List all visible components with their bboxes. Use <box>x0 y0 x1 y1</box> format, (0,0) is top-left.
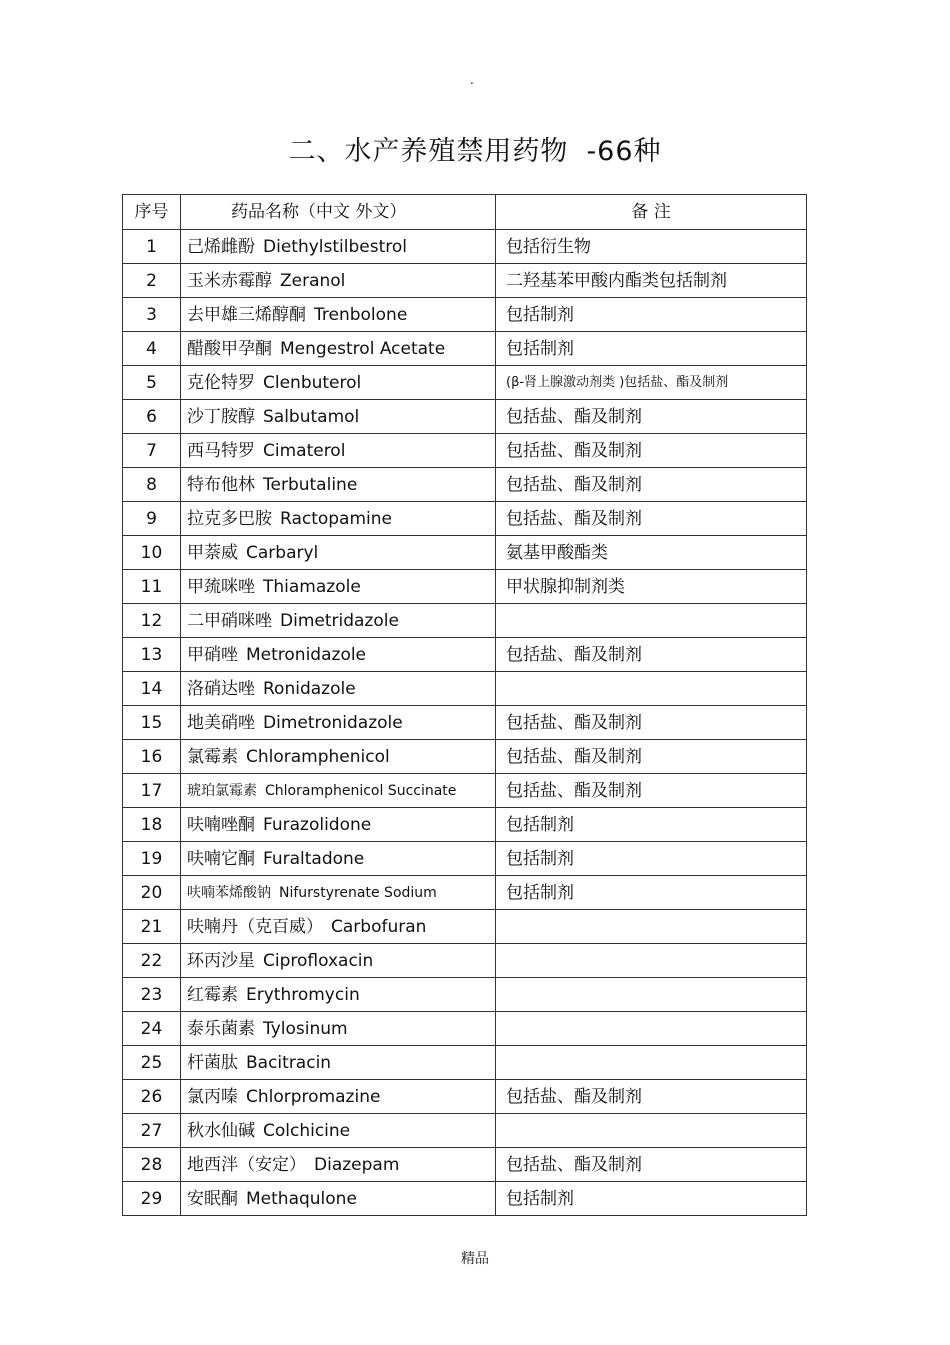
note-cell: 二羟基苯甲酸内酯类包括制剂 <box>496 264 807 298</box>
row-number: 2 <box>123 264 181 298</box>
drug-name-en: Methaqulone <box>246 1188 357 1209</box>
drug-name-cell <box>181 400 496 434</box>
page-title <box>0 134 950 170</box>
drug-name-en: Trenbolone <box>314 304 408 325</box>
drug-name-cell <box>181 468 496 502</box>
table-row <box>123 570 807 604</box>
row-number: 27 <box>123 1114 181 1148</box>
drug-name-cn: 环丙沙星 <box>187 950 255 971</box>
row-number: 16 <box>123 740 181 774</box>
drug-name-cell <box>181 808 496 842</box>
row-number: 19 <box>123 842 181 876</box>
drug-name-cell <box>181 604 496 638</box>
note-cell <box>496 672 807 706</box>
drug-name-cn: 醋酸甲孕酮 <box>187 338 272 359</box>
table-row <box>123 298 807 332</box>
drug-name-cell <box>181 774 496 808</box>
drug-name-en: Mengestrol Acetate <box>280 338 446 359</box>
drug-name-cell <box>181 264 496 298</box>
table-row <box>123 604 807 638</box>
table-row <box>123 1114 807 1148</box>
note-cell: (β-肾上腺激动剂类 )包括盐、酯及制剂 <box>496 366 807 400</box>
row-number: 4 <box>123 332 181 366</box>
drug-name-en: Carbaryl <box>246 542 319 563</box>
note-cell <box>496 944 807 978</box>
drug-name-cell <box>181 332 496 366</box>
drug-name-cn: 特布他林 <box>187 474 255 495</box>
note-cell: 包括盐、酯及制剂 <box>496 638 807 672</box>
drug-name-cn: 二甲硝咪唑 <box>187 610 272 631</box>
table-row <box>123 978 807 1012</box>
table-row <box>123 502 807 536</box>
table-row <box>123 638 807 672</box>
drug-name-cn: 甲萘威 <box>187 542 238 563</box>
drug-name-en: Metronidazole <box>246 644 367 665</box>
table-row <box>123 944 807 978</box>
table-row <box>123 434 807 468</box>
drug-name-cell <box>181 944 496 978</box>
drug-name-en: Nifurstyrenate Sodium <box>279 884 437 901</box>
row-number: 15 <box>123 706 181 740</box>
drug-name-en: Carbofuran <box>331 916 427 937</box>
drug-name-en: Tylosinum <box>263 1018 348 1039</box>
note-cell <box>496 1114 807 1148</box>
drug-name-cn: 呋喃丹（克百威） <box>187 916 323 937</box>
note-cell: 包括制剂 <box>496 332 807 366</box>
drug-name-en: Diethylstilbestrol <box>263 236 407 257</box>
drug-name-en: Colchicine <box>263 1120 351 1141</box>
note-cell: 包括盐、酯及制剂 <box>496 1080 807 1114</box>
table-row <box>123 1046 807 1080</box>
drug-name-cell <box>181 434 496 468</box>
drug-name-cn: 克伦特罗 <box>187 372 255 393</box>
drug-name-cell <box>181 570 496 604</box>
drug-name-cn: 西马特罗 <box>187 440 255 461</box>
table-row <box>123 910 807 944</box>
drug-name-cell <box>181 1114 496 1148</box>
drug-name-cn: 呋喃它酮 <box>187 848 255 869</box>
drug-name-cell <box>181 230 496 264</box>
table-row <box>123 400 807 434</box>
drug-name-cell <box>181 706 496 740</box>
drug-name-cell <box>181 1046 496 1080</box>
drug-name-en: Chloramphenicol Succinate <box>265 782 457 799</box>
note-cell: 包括制剂 <box>496 876 807 910</box>
note-cell <box>496 978 807 1012</box>
drug-name-cell <box>181 366 496 400</box>
row-number: 6 <box>123 400 181 434</box>
drug-name-en: Dimetridazole <box>280 610 399 631</box>
drug-name-cn: 呋喃苯烯酸钠 <box>187 884 271 901</box>
drug-name-en: Salbutamol <box>263 406 360 427</box>
page-footer: 精品 <box>461 1251 489 1267</box>
note-cell: 包括制剂 <box>496 1182 807 1216</box>
row-number: 5 <box>123 366 181 400</box>
row-number: 23 <box>123 978 181 1012</box>
drug-name-en: Bacitracin <box>246 1052 332 1073</box>
drug-name-cn: 杆菌肽 <box>187 1052 238 1073</box>
drug-name-cn: 泰乐菌素 <box>187 1018 255 1039</box>
drug-name-cell <box>181 910 496 944</box>
drug-name-cell <box>181 1148 496 1182</box>
drug-name-cn: 甲巯咪唑 <box>187 576 255 597</box>
note-cell: 包括盐、酯及制剂 <box>496 740 807 774</box>
drug-name-en: Clenbuterol <box>263 372 362 393</box>
drug-name-cn: 洛硝达唑 <box>187 678 255 699</box>
row-number: 10 <box>123 536 181 570</box>
row-number: 20 <box>123 876 181 910</box>
table-header-row <box>123 195 807 230</box>
row-number: 1 <box>123 230 181 264</box>
note-cell: 包括制剂 <box>496 842 807 876</box>
table-body <box>123 230 807 1216</box>
drug-name-cell <box>181 298 496 332</box>
header-no: 序号 <box>123 195 181 230</box>
drug-name-en: Furazolidone <box>263 814 372 835</box>
row-number: 3 <box>123 298 181 332</box>
row-number: 18 <box>123 808 181 842</box>
note-cell <box>496 1012 807 1046</box>
drug-name-cn: 地美硝唑 <box>187 712 255 733</box>
table-row <box>123 1080 807 1114</box>
drug-name-en: Cimaterol <box>263 440 346 461</box>
table-row <box>123 672 807 706</box>
note-cell: 氨基甲酸酯类 <box>496 536 807 570</box>
row-number: 26 <box>123 1080 181 1114</box>
page-dot: . <box>470 73 474 87</box>
drug-name-en: Thiamazole <box>263 576 361 597</box>
table-row <box>123 774 807 808</box>
note-cell: 包括制剂 <box>496 298 807 332</box>
note-cell: 甲状腺抑制剂类 <box>496 570 807 604</box>
title-text: 二、水产养殖禁用药物 <box>288 136 569 167</box>
drug-name-cn: 安眠酮 <box>187 1188 238 1209</box>
header-note: 备 注 <box>496 195 807 230</box>
banned-drugs-table <box>122 194 807 1216</box>
note-cell: 包括盐、酯及制剂 <box>496 706 807 740</box>
table-row <box>123 1182 807 1216</box>
drug-name-cell <box>181 740 496 774</box>
table-row <box>123 876 807 910</box>
drug-name-cn: 玉米赤霉醇 <box>187 270 272 291</box>
title-count: -66种 <box>586 136 662 167</box>
drug-name-en: Dimetronidazole <box>263 712 403 733</box>
note-cell: 包括盐、酯及制剂 <box>496 774 807 808</box>
table-row <box>123 230 807 264</box>
table-row <box>123 842 807 876</box>
table-row <box>123 468 807 502</box>
note-cell <box>496 604 807 638</box>
row-number: 21 <box>123 910 181 944</box>
drug-name-cn: 拉克多巴胺 <box>187 508 272 529</box>
note-cell: 包括盐、酯及制剂 <box>496 502 807 536</box>
table-row <box>123 740 807 774</box>
drug-name-cell <box>181 1012 496 1046</box>
row-number: 17 <box>123 774 181 808</box>
drug-name-cell <box>181 672 496 706</box>
drug-name-en: Zeranol <box>280 270 346 291</box>
drug-name-en: Furaltadone <box>263 848 365 869</box>
row-number: 22 <box>123 944 181 978</box>
drug-name-cell <box>181 1080 496 1114</box>
row-number: 11 <box>123 570 181 604</box>
drug-name-cn: 去甲雄三烯醇酮 <box>187 304 306 325</box>
row-number: 9 <box>123 502 181 536</box>
drug-name-cn: 沙丁胺醇 <box>187 406 255 427</box>
drug-name-cn: 氯丙嗪 <box>187 1086 238 1107</box>
drug-name-cell <box>181 1182 496 1216</box>
drug-name-cell <box>181 876 496 910</box>
table-row <box>123 706 807 740</box>
drug-name-en: Erythromycin <box>246 984 360 1005</box>
drug-name-cn: 地西泮（安定） <box>187 1154 306 1175</box>
note-cell: 包括盐、酯及制剂 <box>496 1148 807 1182</box>
drug-name-cell <box>181 638 496 672</box>
drug-name-en: Ciprofloxacin <box>263 950 374 971</box>
drug-name-cn: 红霉素 <box>187 984 238 1005</box>
note-cell: 包括盐、酯及制剂 <box>496 468 807 502</box>
table-row <box>123 808 807 842</box>
row-number: 12 <box>123 604 181 638</box>
table-row <box>123 264 807 298</box>
table-row <box>123 1012 807 1046</box>
drug-name-cell <box>181 502 496 536</box>
table-row <box>123 366 807 400</box>
note-cell <box>496 1046 807 1080</box>
table-row <box>123 1148 807 1182</box>
drug-name-cn: 呋喃唑酮 <box>187 814 255 835</box>
drug-name-cell <box>181 978 496 1012</box>
note-cell <box>496 910 807 944</box>
drug-name-cn: 己烯雌酚 <box>187 236 255 257</box>
header-name: 药品名称（中文 外文） <box>181 195 496 230</box>
drug-name-en: Diazepam <box>314 1154 400 1175</box>
drug-name-en: Ronidazole <box>263 678 356 699</box>
drug-name-cn: 秋水仙碱 <box>187 1120 255 1141</box>
table-row <box>123 332 807 366</box>
row-number: 28 <box>123 1148 181 1182</box>
note-cell: 包括衍生物 <box>496 230 807 264</box>
note-cell: 包括盐、酯及制剂 <box>496 434 807 468</box>
row-number: 8 <box>123 468 181 502</box>
note-cell: 包括制剂 <box>496 808 807 842</box>
drug-name-en: Terbutaline <box>263 474 358 495</box>
drug-name-cell <box>181 536 496 570</box>
row-number: 14 <box>123 672 181 706</box>
row-number: 7 <box>123 434 181 468</box>
drug-name-cn: 甲硝唑 <box>187 644 238 665</box>
note-cell: 包括盐、酯及制剂 <box>496 400 807 434</box>
drug-name-en: Ractopamine <box>280 508 392 529</box>
drug-name-cn: 琥珀氯霉素 <box>187 782 257 799</box>
row-number: 29 <box>123 1182 181 1216</box>
drug-name-en: Chloramphenicol <box>246 746 390 767</box>
table-row <box>123 536 807 570</box>
drug-name-cn: 氯霉素 <box>187 746 238 767</box>
drug-name-en: Chlorpromazine <box>246 1086 381 1107</box>
row-number: 13 <box>123 638 181 672</box>
drug-name-cell <box>181 842 496 876</box>
row-number: 25 <box>123 1046 181 1080</box>
row-number: 24 <box>123 1012 181 1046</box>
